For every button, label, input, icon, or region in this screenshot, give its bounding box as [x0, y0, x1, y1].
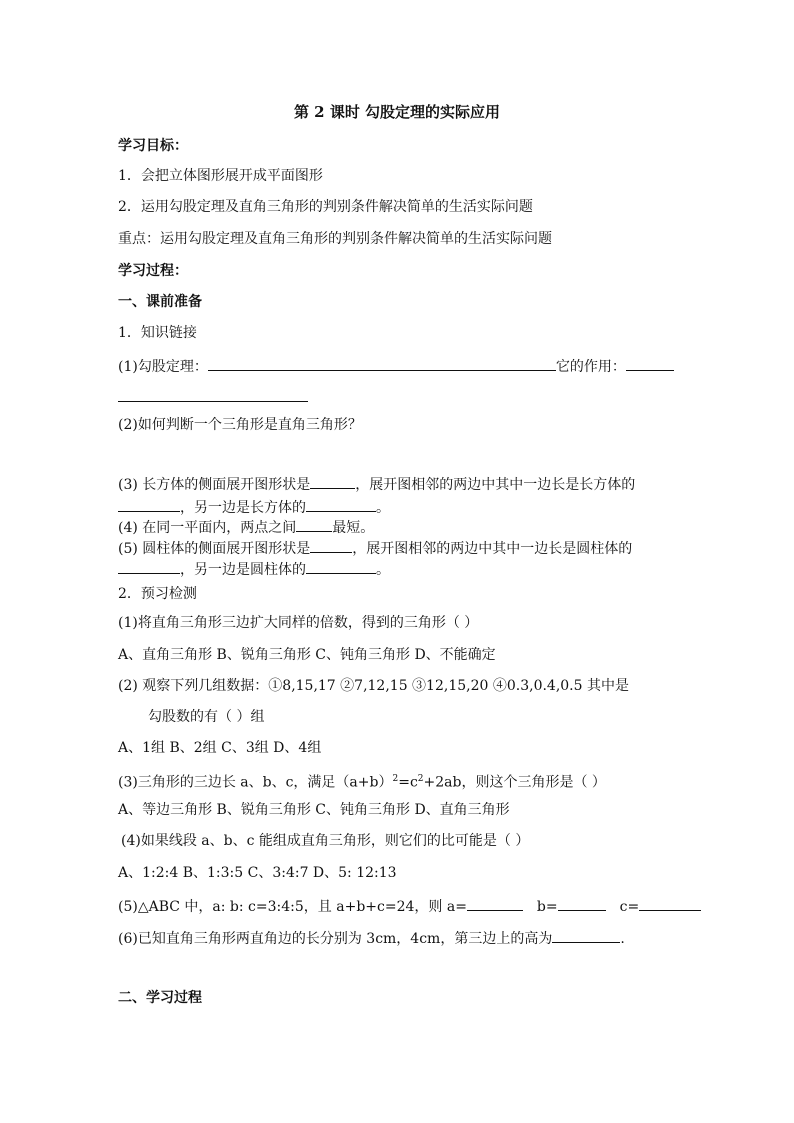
- cuboid-side-blank-1[interactable]: [118, 496, 180, 512]
- question-1-mid: 它的作用：: [555, 359, 626, 375]
- question-5-text-a: (5) 圆柱体的侧面展开图形状是: [118, 541, 311, 557]
- section1-heading: 一、课前准备: [118, 294, 202, 310]
- process-heading: 学习过程：: [118, 263, 188, 279]
- section2-heading: 二、学习过程: [118, 990, 202, 1006]
- pythagoras-blank[interactable]: [208, 355, 556, 371]
- usage-blank-continued[interactable]: [118, 386, 308, 402]
- preview-question-6: [118, 927, 625, 948]
- preview-question-2-options: A、1组 B、2组 C、3组 D、4组: [118, 740, 322, 756]
- key-point: 重点：运用勾股定理及直角三角形的判别条件解决简单的生活实际问题: [118, 231, 552, 247]
- cylinder-side-blank-1[interactable]: [118, 558, 180, 574]
- cuboid-side-blank-2[interactable]: [306, 496, 376, 512]
- question-4: [118, 516, 374, 537]
- preview-heading: 2．预习检测: [118, 586, 197, 602]
- cylinder-side-blank-2[interactable]: [306, 558, 376, 574]
- question-5-text-c: ，另一边是圆柱体的: [180, 562, 306, 578]
- preview-question-3-options: A、等边三角形 B、锐角三角形 C、钝角三角形 D、直角三角形: [118, 802, 510, 818]
- preview-question-5-text-a: (5)△ABC 中，a: b: c=3:4:5，且 a+b+c=24，则 a=: [118, 899, 467, 915]
- preview-question-3-text-c: +2ab，则这个三角形是（ ）: [423, 774, 606, 791]
- question-3-text-d: 。: [376, 500, 390, 516]
- question-3-continued: [118, 496, 390, 517]
- objectives-heading: 学习目标：: [118, 138, 188, 154]
- preview-question-4-options: A、1:2:4 B、1:3:5 C、3:4:7 D、5: 12:13: [118, 865, 397, 881]
- height-blank[interactable]: [552, 927, 620, 943]
- usage-blank[interactable]: [626, 355, 674, 371]
- exponent-1: 2: [392, 774, 399, 784]
- cuboid-shape-blank[interactable]: [310, 473, 355, 489]
- knowledge-link-heading: 1．知识链接: [118, 325, 197, 341]
- question-5-text-b: ，展开图相邻的两边中其中一边长是圆柱体的: [352, 541, 633, 557]
- objective-item-1: 1．会把立体图形展开成平面图形: [118, 168, 323, 184]
- question-5: [118, 537, 632, 558]
- question-3-text-a: (3) 长方体的侧面展开图形状是: [118, 477, 311, 493]
- preview-question-5-text-b: b=: [536, 899, 558, 915]
- objective-item-2: 2．运用勾股定理及直角三角形的判别条件解决简单的生活实际问题: [118, 199, 533, 215]
- preview-question-5: [118, 895, 701, 916]
- preview-question-3-text-b: =c: [398, 774, 418, 791]
- exponent-2: 2: [417, 774, 424, 784]
- preview-question-3-text-a: (3)三角形的三边长 a、b、c，满足（a+b）: [118, 774, 393, 791]
- question-5-continued: [118, 558, 390, 579]
- preview-question-1-options: A、直角三角形 B、锐角三角形 C、钝角三角形 D、不能确定: [118, 647, 496, 663]
- question-4-text-a: (4) 在同一平面内，两点之间: [118, 520, 297, 536]
- preview-question-6-text-a: (6)已知直角三角形两直角边的长分别为 3cm，4cm，第三边上的高为: [118, 931, 553, 947]
- question-1-label: (1)勾股定理：: [118, 359, 208, 375]
- question-3-text-b: ，展开图相邻的两边中其中一边长是长方体的: [355, 477, 636, 493]
- preview-question-1: (1)将直角三角形三边扩大同样的倍数，得到的三角形（ ）: [118, 615, 479, 631]
- question-3: [118, 473, 635, 494]
- side-c-blank[interactable]: [639, 895, 701, 911]
- preview-question-2: (2) 观察下列几组数据：①8,15,17 ②7,12,15 ③12,15,20 ④0.3,0.4,0.5 其中是: [118, 678, 629, 694]
- shortest-path-blank[interactable]: [296, 516, 332, 532]
- question-5-text-d: 。: [376, 562, 390, 578]
- preview-question-4: (4)如果线段 a、b、c 能组成直角三角形，则它们的比可能是（ ）: [121, 833, 530, 849]
- question-3-text-c: ，另一边是长方体的: [180, 500, 306, 516]
- question-1-continued: [118, 386, 308, 407]
- cylinder-shape-blank[interactable]: [310, 537, 352, 553]
- side-b-blank[interactable]: [558, 895, 606, 911]
- page-title: 第 2 课时 勾股定理的实际应用: [293, 103, 501, 121]
- preview-question-5-text-c: c=: [619, 899, 640, 915]
- question-1: [118, 355, 674, 376]
- preview-question-6-text-b: .: [620, 931, 625, 947]
- question-2: (2)如何判断一个三角形是直角三角形？: [118, 417, 362, 433]
- preview-question-3: [118, 770, 606, 792]
- preview-question-2-continued: 勾股数的有（ ）组: [148, 709, 265, 725]
- question-4-text-b: 最短。: [332, 520, 375, 536]
- side-a-blank[interactable]: [467, 895, 523, 911]
